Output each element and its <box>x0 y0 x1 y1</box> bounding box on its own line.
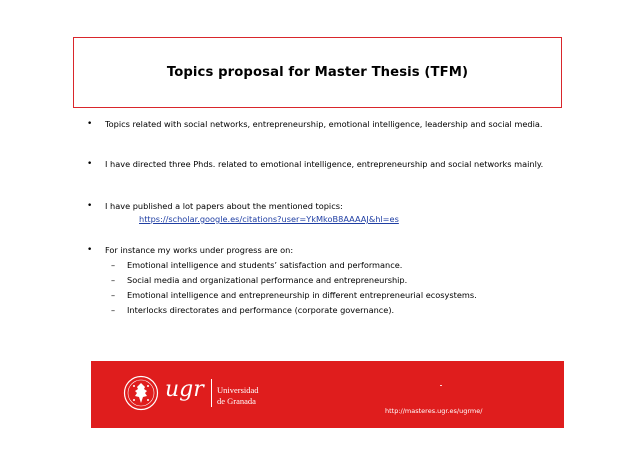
bullet-item <box>87 118 585 130</box>
list-item <box>105 304 585 316</box>
bullet-item <box>87 200 585 225</box>
bullet-item <box>87 158 585 170</box>
works-in-progress-list <box>105 259 585 316</box>
list-item-text: Emotional intelligence and students’ satisfaction and performance. <box>127 260 403 270</box>
list-item <box>105 259 585 271</box>
bullet-text: Topics related with social networks, entrepreneurship, emotional intelligence, leadership and social media. <box>105 119 543 129</box>
decorative-mark <box>440 385 442 386</box>
logo-word: ugr <box>165 377 204 402</box>
bullet-icon: • <box>87 159 93 169</box>
university-name-line2: de Granada <box>217 396 256 406</box>
footer-banner <box>91 361 564 428</box>
publications-link[interactable]: https://scholar.google.es/citations?user=YkMkoB8AAAAJ&hl=es <box>139 214 399 224</box>
bullet-text: I have directed three Phds. related to emotional intelligence, entrepreneurship and social networks mainly. <box>105 159 544 169</box>
university-name-line1: Universidad <box>217 385 259 395</box>
university-name <box>217 385 259 407</box>
title-box <box>73 37 562 108</box>
bullet-item <box>87 244 585 319</box>
list-item <box>105 274 585 286</box>
university-seal-icon <box>123 375 159 411</box>
bullet-text: I have published a lot papers about the mentioned topics: <box>105 201 343 211</box>
list-item-text: Emotional intelligence and entrepreneurship in different entrepreneurial ecosystems. <box>127 290 477 300</box>
dash-icon: – <box>111 290 116 300</box>
bullet-text: For instance my works under progress are on: <box>105 245 294 255</box>
dash-icon: – <box>111 305 116 315</box>
master-url-link[interactable]: http://masteres.ugr.es/ugrme/ <box>385 407 483 415</box>
dash-icon: – <box>111 260 116 270</box>
bullet-icon: • <box>87 245 93 255</box>
list-item-text: Interlocks directorates and performance (corporate governance). <box>127 305 395 315</box>
bullet-icon: • <box>87 119 93 129</box>
logo-divider <box>211 379 212 407</box>
list-item-text: Social media and organizational performance and entrepreneurship. <box>127 275 408 285</box>
bullet-icon: • <box>87 201 93 211</box>
list-item <box>105 289 585 301</box>
dash-icon: – <box>111 275 116 285</box>
page-title: Topics proposal for Master Thesis (TFM) <box>166 65 469 80</box>
university-logo <box>123 373 283 413</box>
